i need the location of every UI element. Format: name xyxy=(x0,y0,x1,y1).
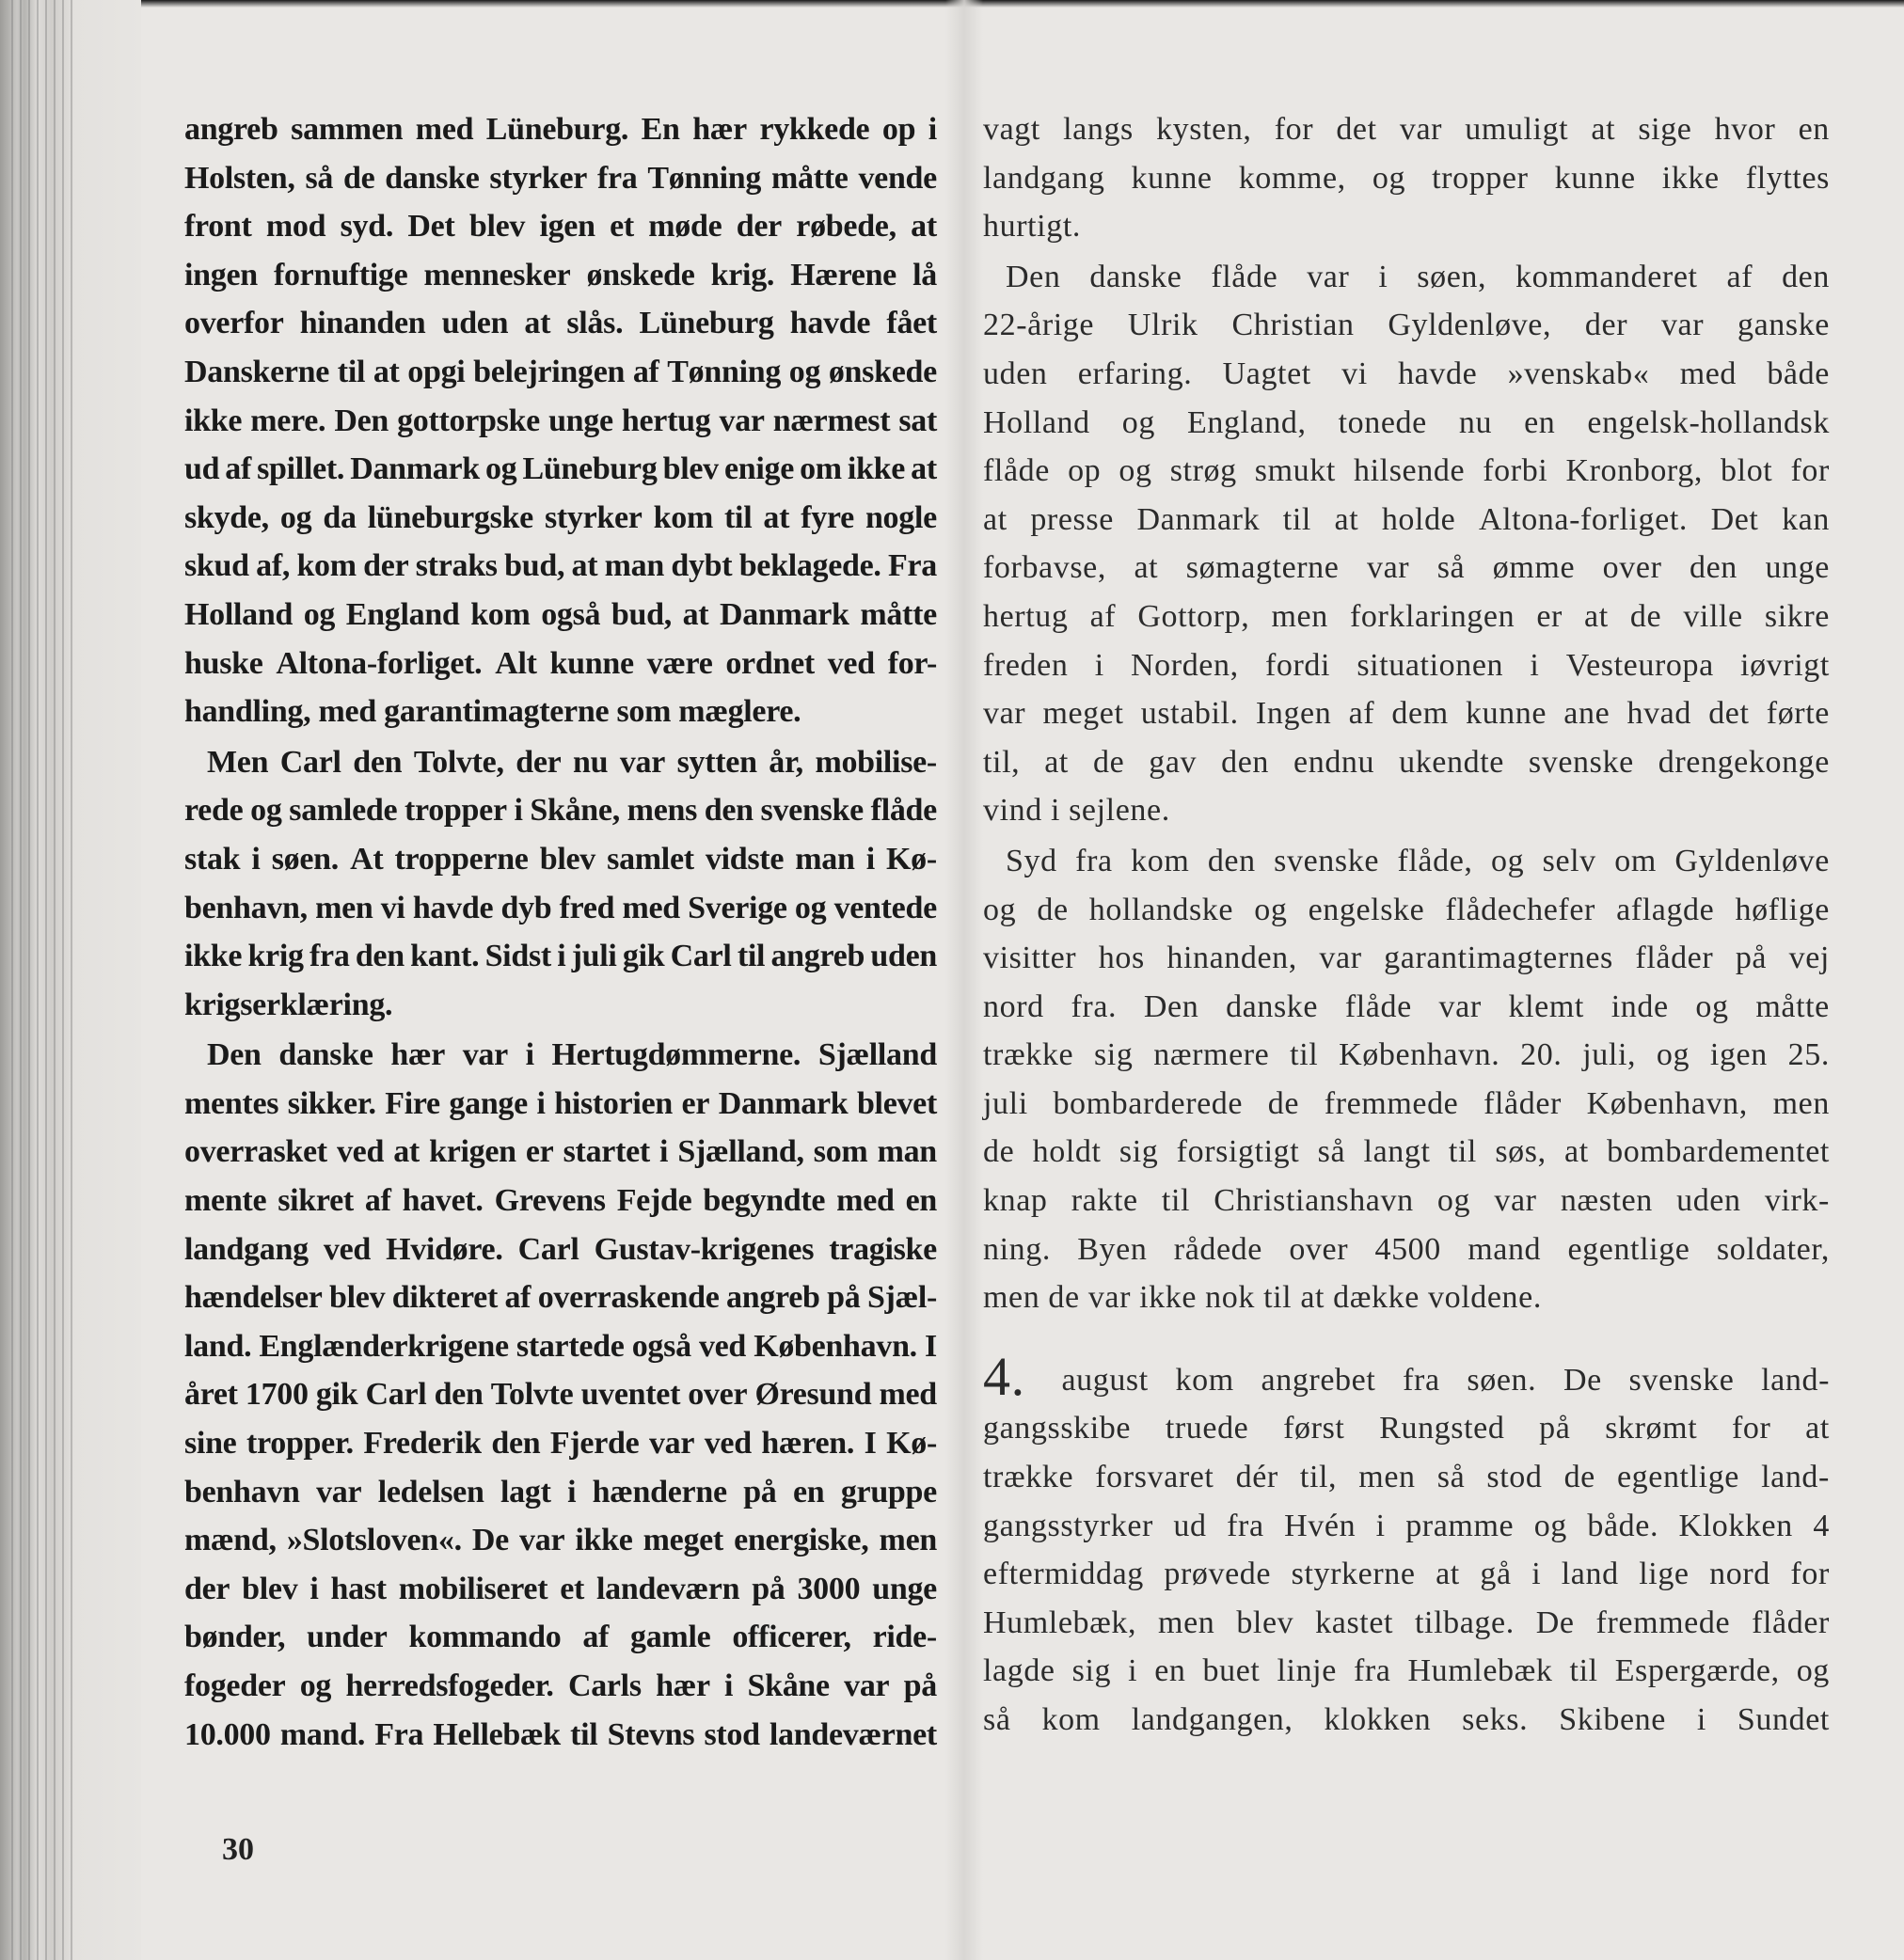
text-line: Humlebæk, men blev kastet tilbage. De fremmede flåder xyxy=(983,1604,1830,1640)
text-line: skud af, kom der straks bud, at man dybt beklagede. Fra xyxy=(184,548,937,584)
text-line: land. Englænderkrigene startede også ved København. I xyxy=(184,1328,937,1364)
text-line: hurtigt. xyxy=(983,209,1081,245)
text-line: angreb sammen med Lüneburg. En hær rykkede op i xyxy=(184,112,937,147)
text-line: ud af spillet. Danmark og Lüneburg blev enige om ikke at xyxy=(184,451,937,487)
text-line: knap rakte til Christianshavn og var næsten uden virk- xyxy=(983,1183,1830,1219)
text-line: hertug af Gottorp, men forklaringen er at de ville sikre xyxy=(983,598,1830,634)
text-line: handling, med garantimagterne som mæglere. xyxy=(184,694,801,730)
text-line: uden erfaring. Uagtet vi havde »venskab« med både xyxy=(983,356,1830,391)
text-line: skyde, og da lüneburgske styrker kom til at fyre nogle xyxy=(184,499,937,535)
text-line: stak i søen. At tropperne blev samlet vidste man i Kø- xyxy=(184,841,937,877)
text-line: ning. Byen rådede over 4500 mand egentlige soldater, xyxy=(983,1231,1830,1267)
text-line: Men Carl den Tolvte, der nu var sytten år, mobilise- xyxy=(207,744,937,780)
text-line: vind i sejlene. xyxy=(983,793,1170,829)
text-line: var meget ustabil. Ingen af dem kunne ane hvad det førte xyxy=(983,696,1830,732)
text-line: Holland og England kom også bud, at Danmark måtte xyxy=(184,596,937,632)
text-line: front mod syd. Det blev igen et møde der røbede, at xyxy=(184,209,937,245)
text-line: Den danske flåde var i søen, kommanderet af den xyxy=(1006,259,1830,294)
text-line: benhavn, men vi havde dyb fred med Sverige og ventede xyxy=(184,890,937,925)
section-number: 4. xyxy=(983,1345,1025,1407)
left-text-column xyxy=(184,105,937,1759)
text-line: Holsten, så de danske styrker fra Tønning måtte vende xyxy=(184,160,937,196)
text-line: gangsstyrker ud fra Hvén i pramme og både. Klokken 4 xyxy=(983,1508,1830,1543)
text-line: juli bombarderede de fremmede flåder København, men xyxy=(983,1085,1830,1121)
text-line: overfor hinanden uden at slås. Lüneburg havde fået xyxy=(184,306,937,341)
text-line: mentes sikker. Fire gange i historien er Danmark blevet xyxy=(184,1085,937,1121)
text-line: men de var ikke nok til at dække voldene. xyxy=(983,1280,1542,1316)
text-line: bønder, under kommando af gamle officerer, ride- xyxy=(184,1620,937,1655)
text-line: fogeder og herredsfogeder. Carls hær i Skåne var på xyxy=(184,1668,937,1703)
text-line: landgang kunne komme, og tropper kunne ikke flyttes xyxy=(983,160,1830,196)
text-line: 10.000 mand. Fra Hellebæk til Stevns stod landeværnet xyxy=(184,1716,937,1752)
text-line: Den danske hær var i Hertugdømmerne. Sjælland xyxy=(207,1037,937,1073)
text-line: ikke krig fra den kant. Sidst i juli gik Carl til angreb uden xyxy=(184,939,937,974)
text-line: vagt langs kysten, for det var umuligt at sige hvor en xyxy=(983,112,1830,147)
text-line: til, at de gav den endnu ukendte svenske drengekonge xyxy=(983,744,1830,780)
text-line: gangsskibe truede først Rungsted på skrømt for at xyxy=(983,1411,1830,1446)
right-text-column xyxy=(983,105,1830,1745)
text-line: året 1700 gik Carl den Tolvte uventet over Øresund med xyxy=(184,1377,937,1413)
text-line: nord fra. Den danske flåde var klemt inde og måtte xyxy=(983,988,1830,1024)
text-line: de holdt sig forsigtigt så langt til søs, at bombardementet xyxy=(983,1134,1830,1170)
text-line: visitter hos hinanden, var garantimagternes flåder på vej xyxy=(983,940,1830,976)
text-line: flåde op og strøg smukt hilsende forbi Kronborg, blot for xyxy=(983,453,1830,489)
text-line: hændelser blev dikteret af overraskende angreb på Sjæl- xyxy=(184,1280,937,1316)
text-line: 4. august kom angrebet fra søen. De svenske land- xyxy=(983,1345,1830,1407)
text-line: Danskerne til at opgi belejringen af Tønning og ønskede xyxy=(184,354,937,389)
text-line: mænd, »Slotsloven«. De var ikke meget energiske, men xyxy=(184,1523,937,1558)
text-line: Syd fra kom den svenske flåde, og selv om Gyldenløve xyxy=(1006,843,1830,878)
text-line: eftermiddag prøvede styrkerne at gå i land lige nord for xyxy=(983,1557,1830,1592)
text-line: overrasket ved at krigen er startet i Sjælland, som man xyxy=(184,1134,937,1170)
text-line: Holland og England, tonede nu en engelsk-hollandsk xyxy=(983,404,1830,440)
text-line: sine tropper. Frederik den Fjerde var ved hæren. I Kø- xyxy=(184,1426,937,1462)
page-number: 30 xyxy=(222,1832,254,1867)
text-line: forbavse, at sømagterne var så ømme over den unge xyxy=(983,550,1830,586)
text-line: lagde sig i en buet linje fra Humlebæk til Espergærde, og xyxy=(983,1653,1830,1689)
text-line: så kom landgangen, klokken seks. Skibene i Sundet xyxy=(983,1702,1830,1737)
text-line: krigserklæring. xyxy=(184,987,393,1022)
text-line: landgang ved Hvidøre. Carl Gustav-krigenes tragiske xyxy=(184,1231,937,1267)
text-line: og de hollandske og engelske flådechefer aflagde høflige xyxy=(983,892,1830,927)
text-line: der blev i hast mobiliseret et landeværn på 3000 unge xyxy=(184,1571,937,1606)
text-line: huske Altona-forliget. Alt kunne være ordnet ved for- xyxy=(184,645,937,681)
text-line: rede og samlede tropper i Skåne, mens den svenske flåde xyxy=(184,793,937,829)
column-gutter xyxy=(945,0,983,1960)
text-line: trække forsvaret dér til, men så stod de egentlige land- xyxy=(983,1460,1830,1495)
text-line: benhavn var ledelsen lagt i hænderne på en gruppe xyxy=(184,1474,937,1510)
text-line: ingen fornuftige mennesker ønskede krig. Hærene lå xyxy=(184,257,937,292)
text-line: freden i Norden, fordi situationen i Vesteuropa iøvrigt xyxy=(983,647,1830,683)
page-edges xyxy=(11,0,77,1960)
text-line: trække sig nærmere til København. 20. juli, og igen 25. xyxy=(983,1037,1830,1073)
text-line: at presse Danmark til at holde Altona-forliget. Det kan xyxy=(983,501,1830,537)
text-line: 22-årige Ulrik Christian Gyldenløve, der var ganske xyxy=(983,308,1830,343)
text-line: ikke mere. Den gottorpske unge hertug var nærmest sat xyxy=(184,403,937,438)
text-line: mente sikret af havet. Grevens Fejde begyndte med en xyxy=(184,1183,937,1219)
